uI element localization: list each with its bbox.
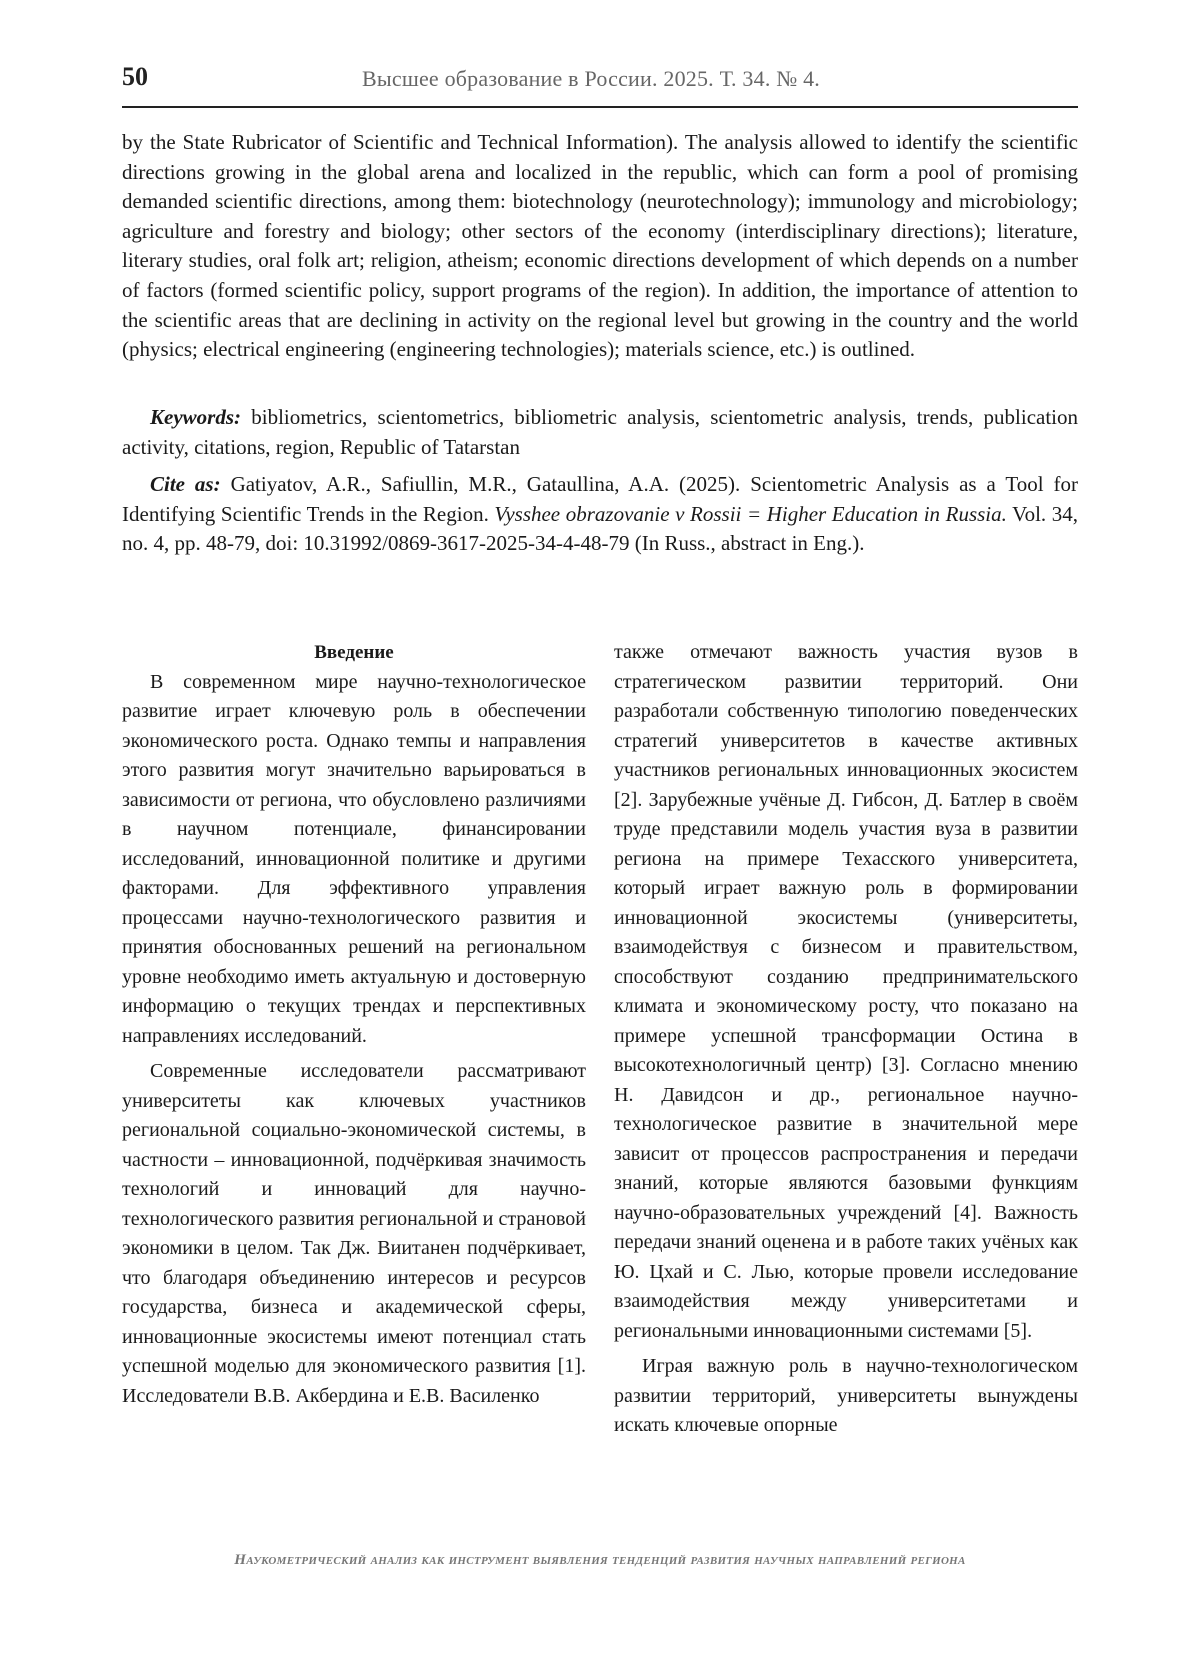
keywords-paragraph	[122, 403, 1078, 462]
body-paragraph: также отмечают важность участия вузов в стратегическом развитии территорий. Они разработали собственную типологию поведенческих стратегий университетов в качестве активных участников региональных инновационных экосистем [2]. Зарубежные учёные Д. Гибсон, Д. Батлер в своём труде представили модель участия вуза в развитии региона на примере Техасского университета, который играет важную роль в формировании инновационной экосистемы (университеты, взаимодействуя с бизнесом и правительством, способствуют созданию предпринимательского климата и экономическому росту, что показано на примере успешной трансформации Остина в высокотехнологичный центр) [3]. Согласно мнению Н. Давидсон и др., региональное научно-технологическое развитие в значительной мере зависит от процессов распространения и передачи знаний, которые являются базовыми функциям научно-образовательных учреждений [4]. Важность передачи знаний оценена и в работе таких учёных как Ю. Цхай и С. Лью, которые провели исследование взаимодействия между университетами и региональными инновационными системами [5].	[614, 641, 1078, 1342]
body-paragraph: Играя важную роль в научно-технологическом развитии территорий, университеты вынуждены искать ключевые опорные	[614, 1355, 1078, 1436]
keywords-label: Keywords:	[150, 405, 241, 429]
cite-journal: Vysshee obrazovanie v Rossii = Higher Education in Russia.	[494, 501, 1007, 526]
cite-as-label: Cite as:	[150, 472, 221, 496]
body-paragraph: Современные исследователи рассматривают университеты как ключевых участников региональной социально-экономической системы, в частности – инновационной, подчёркивая значимость технологий и инноваций для научно-технологического развития региональной и страновой экономики в целом. Так Дж. Виитанен подчёркивает, что благодаря объединению интересов и ресурсов государства, бизнеса и академической сферы, инновационные экосистемы имеют потенциал стать успешной моделью для экономического развития [1]. Исследователи В.В. Акбердина и Е.В. Василенко	[122, 1060, 586, 1407]
abstract-continuation: by the State Rubricator of Scientific and Technical Information). The analysis allowed to identify the scientific directions growing in the global arena and localized in the republic, which can form a pool of promising demanded scientific directions, among them: biotechnology (neurotechnology); immunology and microbiology; agriculture and forestry and biology; other sectors of the economy (interdisciplinary directions); literature, literary studies, oral folk art; religion, atheism; economic directions development of which depends on a number of factors (formed scientific policy, support programs of the region). In addition, the importance of attention to the scientific areas that are declining in activity on the regional level but growing in the country and the world (physics; electrical engineering (engineering technologies); materials science, etc.) is outlined.	[122, 130, 1078, 362]
journal-running-head: Высшее образование в России. 2025. Т. 34. № 4.	[362, 66, 821, 91]
body-paragraph: В современном мире научно-технологическое развитие играет ключевую роль в обеспечении экономического роста. Однако темпы и направления этого развития могут значительно варьироваться в зависимости от региона, что обусловлено различиями в научном потенциале, финансировании исследований, инновационной политике и другими факторами. Для эффективного управления процессами научно-технологического развития и принятия обоснованных решений на региональном уровне необходимо иметь актуальную и достоверную информацию о текущих трендах и перспективных направлениях исследований.	[122, 670, 586, 1047]
page-footer-running-title: Наукометрический анализ как инструмент выявления тенденций развития научных направлений региона	[234, 1552, 966, 1568]
cite-details: Vol. 34, no. 4, pp. 48-79, doi: 10.31992/0869-3617-2025-34-4-48-79 (In Russ., abstract in Eng.).	[122, 501, 1079, 556]
keywords-text: bibliometrics, scientometrics, bibliometric analysis, scientometric analysis, trends, publication activity, citations, region, Republic of Tatarstan	[122, 405, 1079, 459]
cite-as-paragraph	[122, 470, 1078, 559]
cite-authors-title: Gatiyatov, A.R., Safiullin, M.R., Gataullina, A.A. (2025). Scientometric Analysis as a Tool for Identifying Scientific Trends in the Region.	[122, 472, 1079, 526]
page-header	[122, 56, 1078, 108]
section-heading-introduction: Введение	[314, 642, 394, 663]
page-number: 50	[122, 62, 148, 91]
body-column-left	[122, 638, 586, 1417]
body-column-right	[614, 638, 1078, 1447]
